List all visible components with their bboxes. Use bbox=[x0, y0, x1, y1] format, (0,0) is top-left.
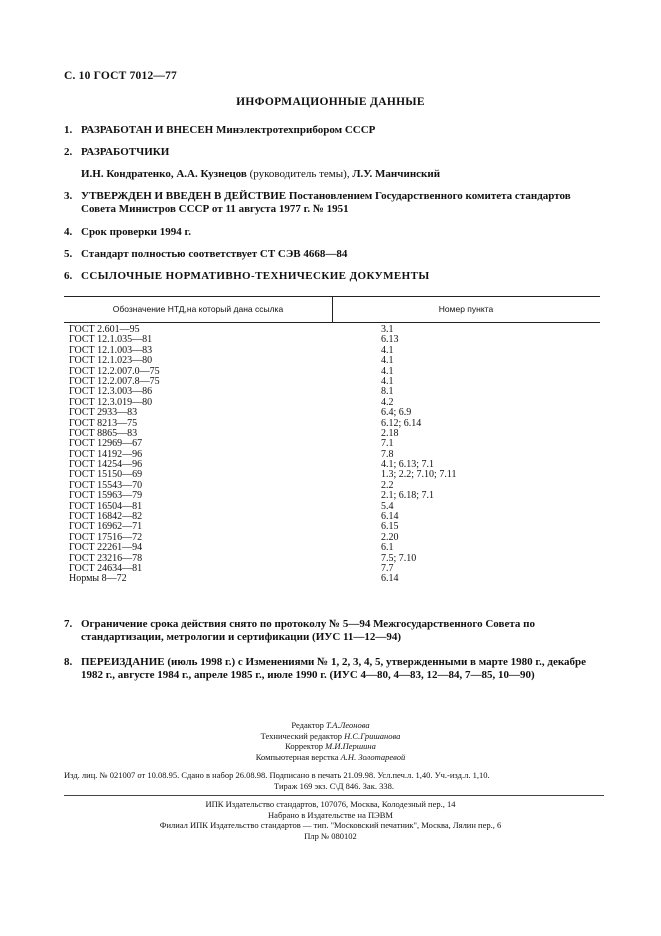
table-cell-document: ГОСТ 12.3.019—80 bbox=[69, 396, 153, 408]
section-number: 3. bbox=[64, 190, 73, 202]
table-cell-item: 6.12; 6.14 bbox=[381, 417, 422, 429]
editor-name: Т.А.Леонова bbox=[325, 720, 370, 730]
table-row bbox=[64, 450, 600, 460]
page-header: С. 10 ГОСТ 7012—77 bbox=[64, 70, 177, 82]
tech-editor-label: Технический редактор bbox=[260, 730, 343, 741]
table-cell-document: ГОСТ 12.3.003—86 bbox=[69, 386, 153, 398]
layout-name: А.Н. Золотаревой bbox=[340, 751, 406, 762]
section-lead: УТВЕРЖДЕН И ВВЕДЕН В ДЕЙСТВИЕ bbox=[81, 190, 287, 202]
table-cell-document: ГОСТ 12.1.023—80 bbox=[69, 355, 153, 367]
table-cell-item: 4.1; 6.13; 7.1 bbox=[381, 459, 435, 471]
proofreader-label: Корректор bbox=[285, 741, 323, 751]
developer-name: Л.У. Манчинский bbox=[352, 168, 441, 180]
section-number: 6. bbox=[64, 270, 73, 282]
table-row bbox=[64, 408, 600, 418]
section-2 bbox=[64, 146, 604, 159]
table-cell-document: ГОСТ 14192—96 bbox=[69, 448, 143, 460]
table-cell-document: ГОСТ 17516—72 bbox=[69, 531, 143, 543]
table-cell-item: 7.5; 7.10 bbox=[381, 552, 417, 564]
section-text: Постановлением Государственного комитета стандартов Совета Министров СССР от 11 августа 1977 г. № 1951 bbox=[81, 190, 571, 215]
section-lead: РАЗРАБОТАН И ВНЕСЕН bbox=[81, 124, 214, 136]
table-cell-document: ГОСТ 23216—78 bbox=[69, 552, 143, 564]
table-cell-item: 6.13 bbox=[381, 334, 399, 346]
table-cell-item: 6.14 bbox=[381, 573, 399, 585]
proofreader-name: М.И.Першина bbox=[325, 741, 376, 751]
table-cell-document: ГОСТ 12.1.035—81 bbox=[69, 334, 153, 346]
table-row bbox=[64, 522, 600, 532]
section-number: 7. bbox=[64, 618, 73, 630]
section-lead: РАЗРАБОТЧИКИ bbox=[81, 146, 170, 158]
table-row bbox=[64, 512, 600, 522]
table-cell-item: 6.14 bbox=[381, 511, 399, 523]
developer-note: (руководитель темы), bbox=[246, 168, 353, 180]
table-row bbox=[64, 439, 600, 449]
section-4 bbox=[64, 226, 604, 239]
section-3 bbox=[64, 190, 604, 216]
table-cell-item: 6.4; 6.9 bbox=[381, 407, 412, 419]
table-cell-item: 1.3; 2.2; 7.10; 7.11 bbox=[381, 469, 457, 481]
table-cell-document: ГОСТ 16842—82 bbox=[69, 511, 143, 523]
table-cell-item: 4.2 bbox=[381, 396, 394, 408]
table-row bbox=[64, 356, 600, 366]
table-row bbox=[64, 481, 600, 491]
table-cell-item: 4.1 bbox=[381, 344, 394, 356]
table-header-item: Номер пункта bbox=[438, 304, 494, 314]
footer-block bbox=[0, 799, 661, 841]
section-text: Ограничение срока действия снято по протоколу № 5—94 Межгосударственного Совета по стандартизации, метрологии и сертификации (ИУС 11—12—94) bbox=[81, 618, 535, 643]
table-cell-item: 4.1 bbox=[381, 375, 394, 387]
table-cell-item: 6.15 bbox=[381, 521, 399, 533]
section-number: 1. bbox=[64, 124, 73, 136]
footer-line-3: Филиал ИПК Издательство стандартов — тип. "Московский печатник", Москва, Лялин пер., 6 bbox=[159, 820, 502, 830]
table-cell-document: ГОСТ 15543—70 bbox=[69, 479, 143, 491]
table-row bbox=[64, 460, 600, 470]
table-cell-item: 2.2 bbox=[381, 479, 394, 491]
imprint-block bbox=[0, 720, 661, 762]
section-number: 8. bbox=[64, 656, 73, 668]
section-text: ПЕРЕИЗДАНИЕ (июль 1998 г.) с Изменениями № 1, 2, 3, 4, 5, утвержденными в марте 1980 г., декабре 1982 г., августе 1984 г., апреле 1985 г., июле 1990 г. (ИУС 4—80, 4—83, 12—84, 7—85, 10—90) bbox=[81, 656, 587, 681]
footer-line-2: Набрано в Издательстве на ПЭВМ bbox=[268, 809, 393, 820]
section-number: 2. bbox=[64, 146, 73, 158]
section-5 bbox=[64, 248, 604, 261]
table-cell-document: ГОСТ 22261—94 bbox=[69, 542, 143, 554]
developers-line bbox=[64, 168, 604, 181]
section-text: Минэлектротехприбором СССР bbox=[213, 124, 376, 136]
table-cell-document: ГОСТ 8865—83 bbox=[69, 427, 138, 439]
table-cell-document: ГОСТ 15150—69 bbox=[69, 469, 143, 481]
table-cell-document: ГОСТ 12.2.007.8—75 bbox=[69, 375, 160, 387]
table-header-document: Обозначение НТД,на который дана ссылка bbox=[112, 304, 284, 314]
references-table bbox=[64, 296, 600, 631]
table-row bbox=[64, 398, 600, 408]
table-row bbox=[64, 554, 600, 564]
table-cell-item: 8.1 bbox=[381, 386, 394, 398]
table-cell-document: ГОСТ 12.1.003—83 bbox=[69, 344, 153, 356]
table-cell-document: ГОСТ 2933—83 bbox=[69, 407, 138, 419]
layout-label: Компьютерная верстка bbox=[255, 751, 339, 762]
section-7 bbox=[64, 618, 604, 644]
table-cell-item: 4.1 bbox=[381, 355, 394, 367]
section-number: 4. bbox=[64, 226, 73, 238]
table-cell-item: 2.1; 6.18; 7.1 bbox=[381, 490, 435, 502]
tech-editor-name: Н.С.Гришанова bbox=[344, 730, 401, 741]
table-row bbox=[64, 491, 600, 501]
table-body bbox=[64, 325, 600, 585]
table-cell-document: ГОСТ 14254—96 bbox=[69, 459, 143, 471]
table-cell-item: 2.20 bbox=[381, 531, 399, 543]
section-text: Срок проверки 1994 г. bbox=[81, 226, 191, 238]
footer-line-4: Плр № 080102 bbox=[304, 830, 357, 841]
table-cell-document: ГОСТ 8213—75 bbox=[69, 417, 138, 429]
section-8 bbox=[64, 656, 604, 682]
section-text: ССЫЛОЧНЫЕ НОРМАТИВНО-ТЕХНИЧЕСКИЕ ДОКУМЕНТЫ bbox=[81, 270, 430, 282]
table-cell-item: 3.1 bbox=[381, 324, 394, 335]
table-row bbox=[64, 470, 600, 480]
table-row bbox=[64, 502, 600, 512]
publication-line-2: Тираж 169 экз. С\Д 846. Зак. 338. bbox=[274, 781, 394, 791]
table-cell-item: 2.18 bbox=[381, 427, 399, 439]
table-cell-item: 4.1 bbox=[381, 365, 394, 377]
table-rule bbox=[64, 322, 600, 323]
editor-label: Редактор bbox=[291, 720, 324, 730]
section-1 bbox=[64, 124, 604, 137]
section-number: 5. bbox=[64, 248, 73, 260]
table-cell-document: ГОСТ 12969—67 bbox=[69, 438, 143, 450]
table-row bbox=[64, 419, 600, 429]
table-cell-document: ГОСТ 15963—79 bbox=[69, 490, 143, 502]
table-cell-item: 6.1 bbox=[381, 542, 394, 554]
table-cell-document: ГОСТ 2.601—95 bbox=[69, 324, 140, 335]
table-row bbox=[64, 543, 600, 553]
table-cell-document: ГОСТ 16504—81 bbox=[69, 500, 143, 512]
table-row bbox=[64, 574, 600, 584]
table-cell-item: 7.7 bbox=[381, 562, 394, 574]
section-6 bbox=[64, 270, 604, 283]
table-cell-item: 5.4 bbox=[381, 500, 394, 512]
publication-info bbox=[64, 770, 604, 792]
table-cell-item: 7.8 bbox=[381, 448, 394, 460]
publication-line-1: Изд. лиц. № 021007 от 10.08.95. Сдано в набор 26.08.98. Подписано в печать 21.09.98. Усл.печ.л. 1,40. Уч.-изд.л. 1,10. bbox=[64, 770, 490, 780]
table-row bbox=[64, 533, 600, 543]
footer-line-1: ИПК Издательство стандартов, 107076, Москва, Колодезный пер., 14 bbox=[205, 799, 456, 809]
table-cell-document: ГОСТ 16962—71 bbox=[69, 521, 143, 533]
table-cell-document: ГОСТ 24634—81 bbox=[69, 562, 143, 574]
developer-names: И.Н. Кондратенко, А.А. Кузнецов bbox=[81, 168, 247, 180]
table-cell-document: Нормы 8—72 bbox=[69, 573, 127, 585]
table-row bbox=[64, 429, 600, 439]
table-cell-item: 7.1 bbox=[381, 438, 394, 450]
table-row bbox=[64, 564, 600, 574]
section-text: Стандарт полностью соответствует СТ СЭВ 4668—84 bbox=[81, 248, 348, 260]
footer-rule bbox=[64, 795, 604, 796]
table-cell-document: ГОСТ 12.2.007.0—75 bbox=[69, 365, 160, 377]
page-title: ИНФОРМАЦИОННЫЕ ДАННЫЕ bbox=[236, 96, 425, 108]
